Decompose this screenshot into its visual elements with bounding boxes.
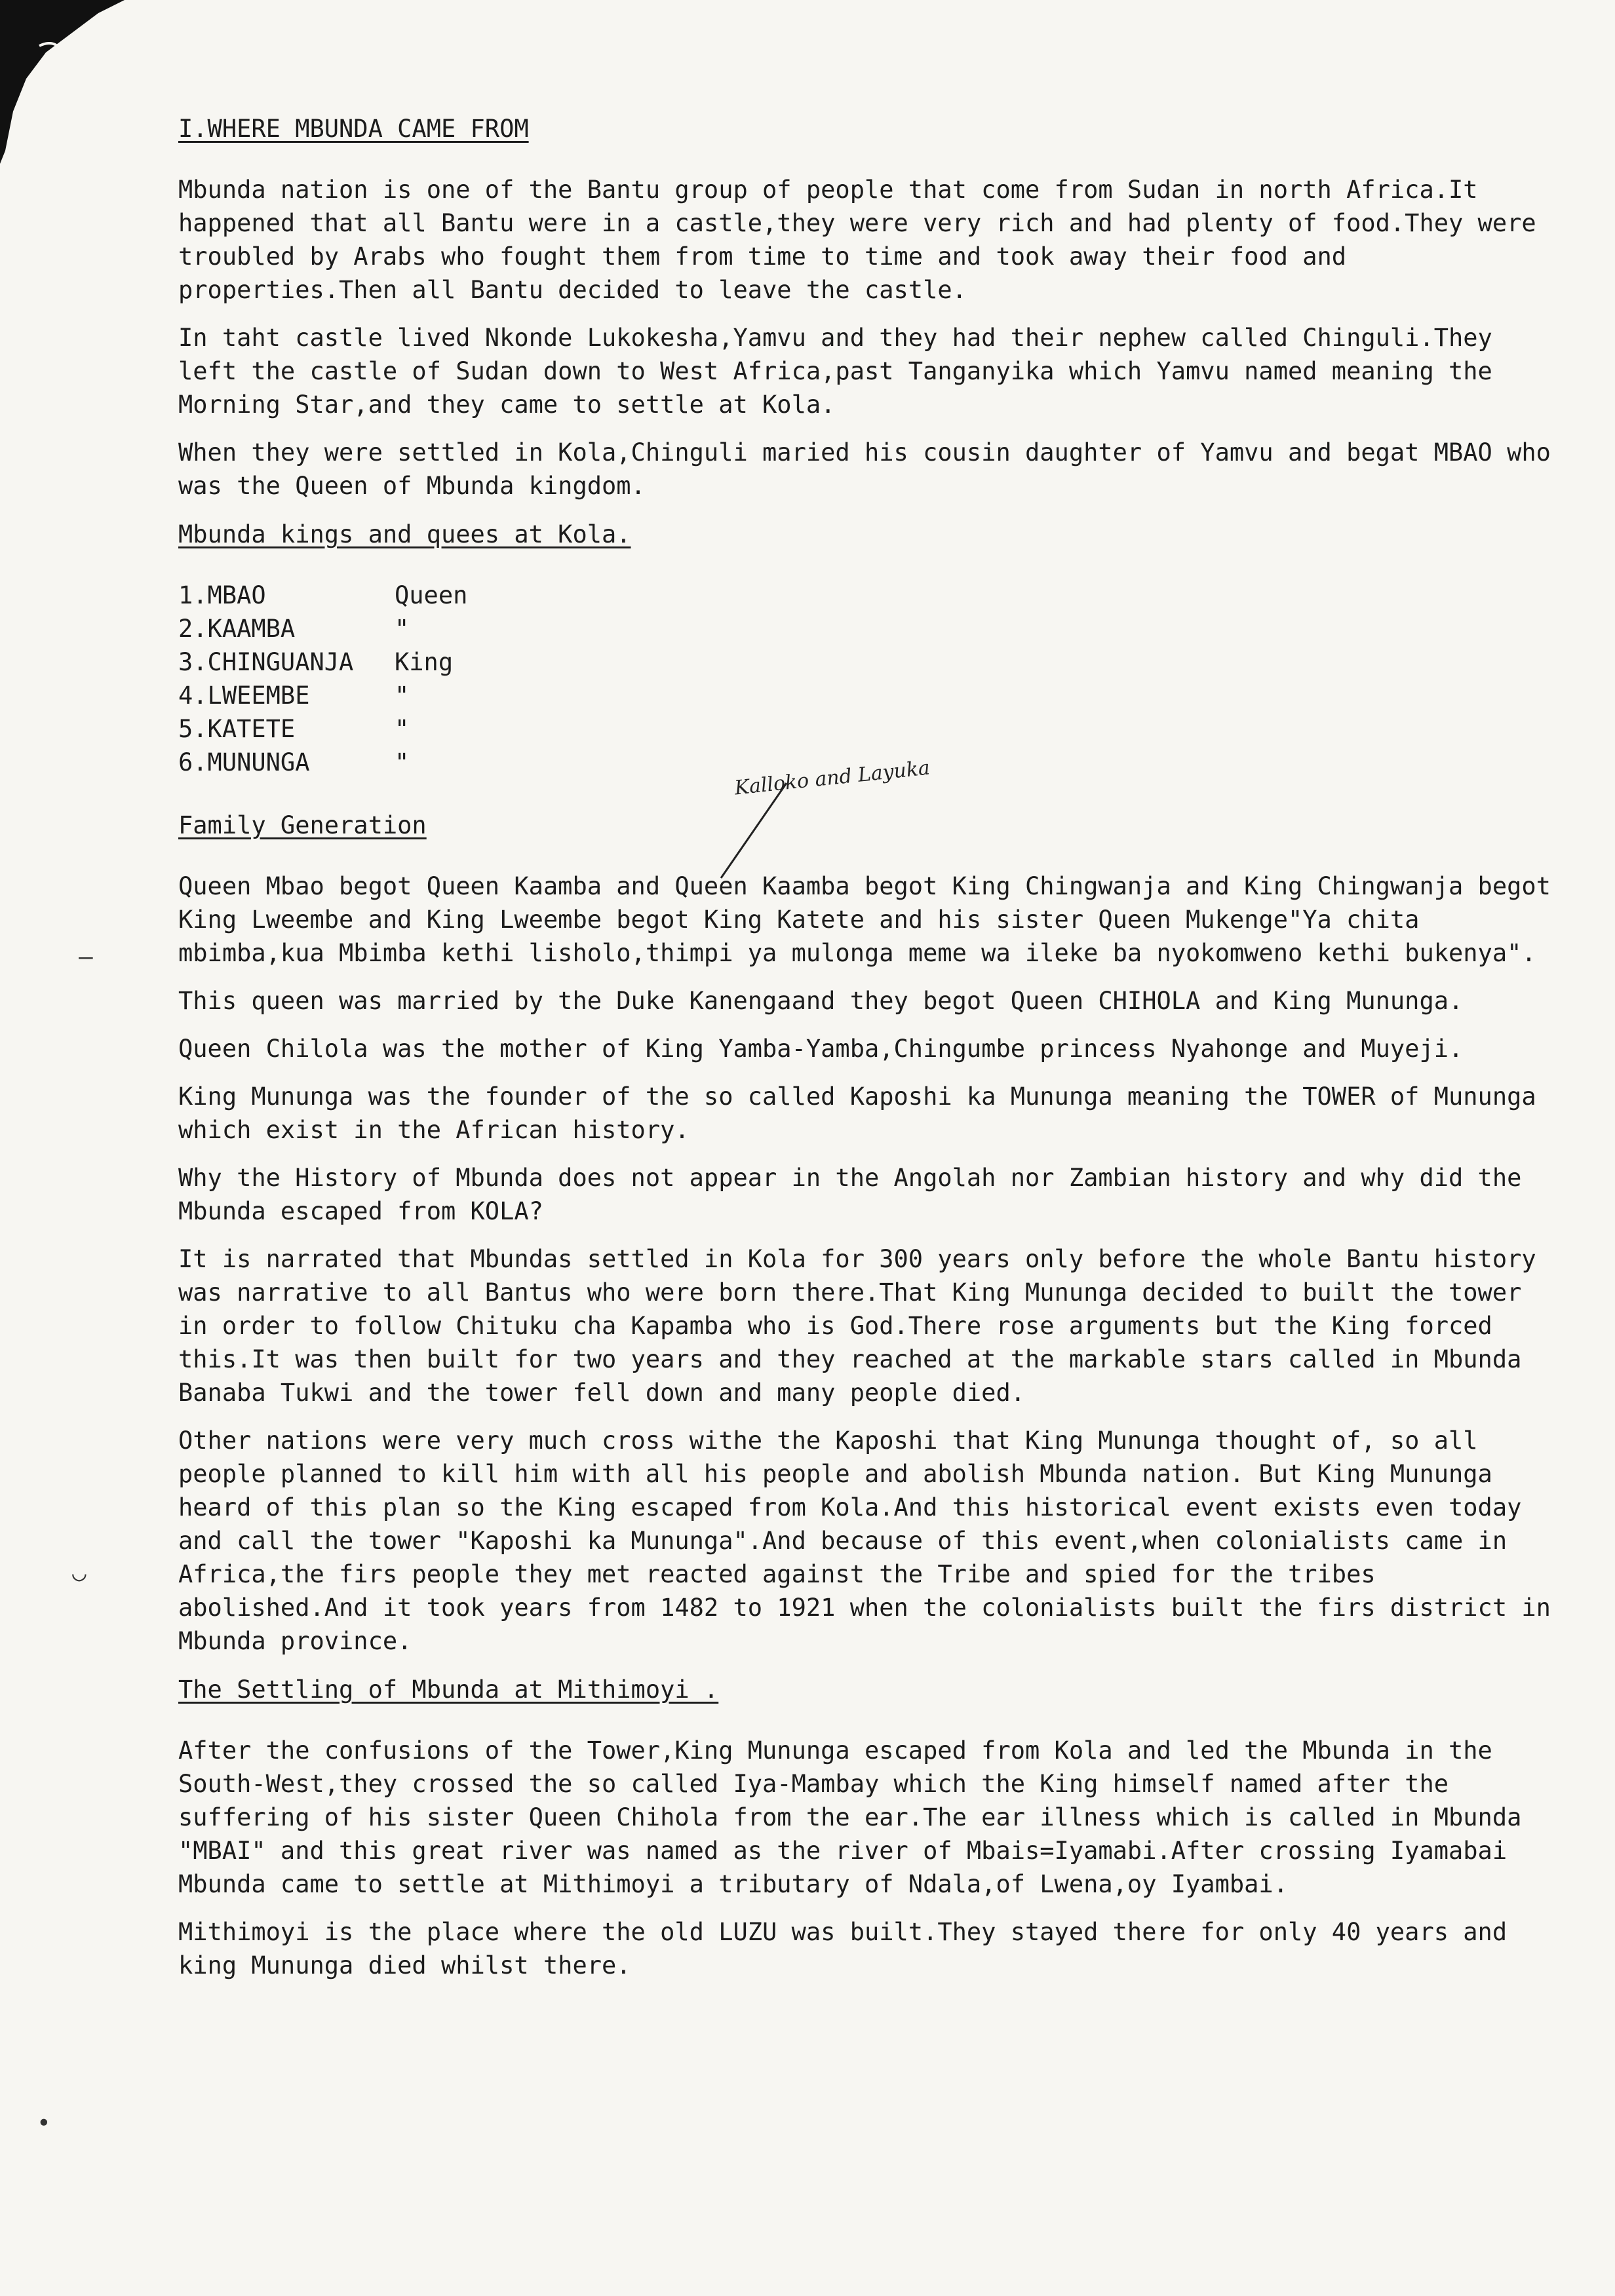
paragraph: Queen Chilola was the mother of King Yamba-Yamba,Chingumbe princess Nyahonge and Muyeji. xyxy=(178,1035,1464,1063)
heading-where-mbunda-came-from: I.WHERE MBUNDA CAME FROM xyxy=(178,115,529,143)
document-body xyxy=(178,98,1555,1997)
annotation-caret-line xyxy=(708,780,800,885)
heading-family-generation: Family Generation xyxy=(178,811,427,839)
heading-settling-at-mithimoyi: The Settling of Mbunda at Mithimoyi . xyxy=(178,1675,719,1704)
paragraph: When they were settled in Kola,Chinguli maried his cousin daughter of Yamvu and begat MBAO who was the Queen of Mbunda kingdom. xyxy=(178,438,1551,500)
paragraph: It is narrated that Mbundas settled in Kola for 300 years only before the whole Bantu history was narrative to all Bantus who were born there.That King Mununga decided to built the tower in order to follow Chituku cha Kapamba who is God.There rose arguments but the King forced this.It was then built for two years and they reached at the markable stars called in Mbunda Banaba Tukwi and the tower fell down and many people died. xyxy=(178,1245,1536,1407)
margin-mark: • xyxy=(37,2110,51,2137)
king-name: 4.LWEEMBE xyxy=(178,681,310,710)
list-item xyxy=(178,579,1555,612)
handwritten-annotation: Kalloko and Layuka xyxy=(733,756,931,800)
king-name: 3.CHINGUANJA xyxy=(178,648,354,676)
king-title: " xyxy=(395,681,410,710)
paragraph: Other nations were very much cross withe the Kaposhi that King Mununga thought of, so all people planned to kill him with all his people and abolish Mbunda nation. But King Mununga heard of this plan so the King escaped from Kola.And this historical event exists even today and call the tower "Kaposhi ka Mununga".And because of this event,when colonialists came in Africa,the firs people they met reacted against the Tribe and spied for the tribes abolished.And it took years from 1482 to 1921 when the colonialists built the firs district in Mbunda province. xyxy=(178,1426,1551,1655)
margin-mark: ◡ xyxy=(72,1559,87,1586)
king-title: " xyxy=(395,748,410,776)
king-name: 1.MBAO xyxy=(178,581,266,609)
list-item xyxy=(178,645,1555,679)
king-title: " xyxy=(395,715,410,743)
heading-kings-and-queens: Mbunda kings and quees at Kola. xyxy=(178,520,631,548)
paragraph: King Mununga was the founder of the so called Kaposhi ka Mununga meaning the TOWER of Mununga which exist in the African history. xyxy=(178,1082,1536,1144)
paragraph: After the confusions of the Tower,King Mununga escaped from Kola and led the Mbunda in the South-West,they crossed the so called Iya-Mambay which the King himself named after the suffering of his sister Queen Chihola from the ear.The ear illness which is called in Mbunda "MBAI" and this great river was named as the river of Mbais=Iyamabi.After crossing Iyamabai Mbunda came to settle at Mithimoyi a tributary of Ndala,of Lwena,oy Iyambai. xyxy=(178,1736,1522,1898)
king-name: 2.KAAMBA xyxy=(178,615,296,643)
king-title: King xyxy=(395,648,454,676)
paragraph: Why the History of Mbunda does not appear in the Angolah nor Zambian history and why did the Mbunda escaped from KOLA? xyxy=(178,1164,1522,1225)
king-title: Queen xyxy=(395,581,468,609)
paragraph: Mbunda nation is one of the Bantu group of people that come from Sudan in north Africa.It happened that all Bantu were in a castle,they were very rich and had plenty of food.They were troubled by Arabs who fought them from time to time and took away their food and properties.Then all Bantu decided to leave the castle. xyxy=(178,176,1536,304)
list-item xyxy=(178,712,1555,746)
margin-mark: — xyxy=(79,944,93,970)
paragraph: This queen was married by the Duke Kanengaand they begot Queen CHIHOLA and King Mununga. xyxy=(178,987,1464,1015)
king-title: " xyxy=(395,615,410,643)
paragraph: Mithimoyi is the place where the old LUZU was built.They stayed there for only 40 years and king Mununga died whilst there. xyxy=(178,1918,1508,1980)
list-item xyxy=(178,612,1555,645)
paragraph: Queen Mbao begot Queen Kaamba and Queen Kaamba begot King Chingwanja and King Chingwanja begot King Lweembe and King Lweembe begot King Katete and his sister Queen Mukenge"Ya chita mbimba,kua Mbimba kethi lisholo,thimpi ya mulonga meme wa ileke ba nyokomweno kethi bukenya". xyxy=(178,872,1551,967)
kings-list xyxy=(178,579,1555,779)
scan-corner-mark xyxy=(0,0,131,164)
list-item xyxy=(178,679,1555,712)
paragraph: In taht castle lived Nkonde Lukokesha,Yamvu and they had their nephew called Chinguli.They left the castle of Sudan down to West Africa,past Tanganyika which Yamvu named meaning the Morning Star,and they came to settle at Kola. xyxy=(178,324,1492,419)
king-name: 5.KATETE xyxy=(178,715,296,743)
king-name: 6.MUNUNGA xyxy=(178,748,310,776)
